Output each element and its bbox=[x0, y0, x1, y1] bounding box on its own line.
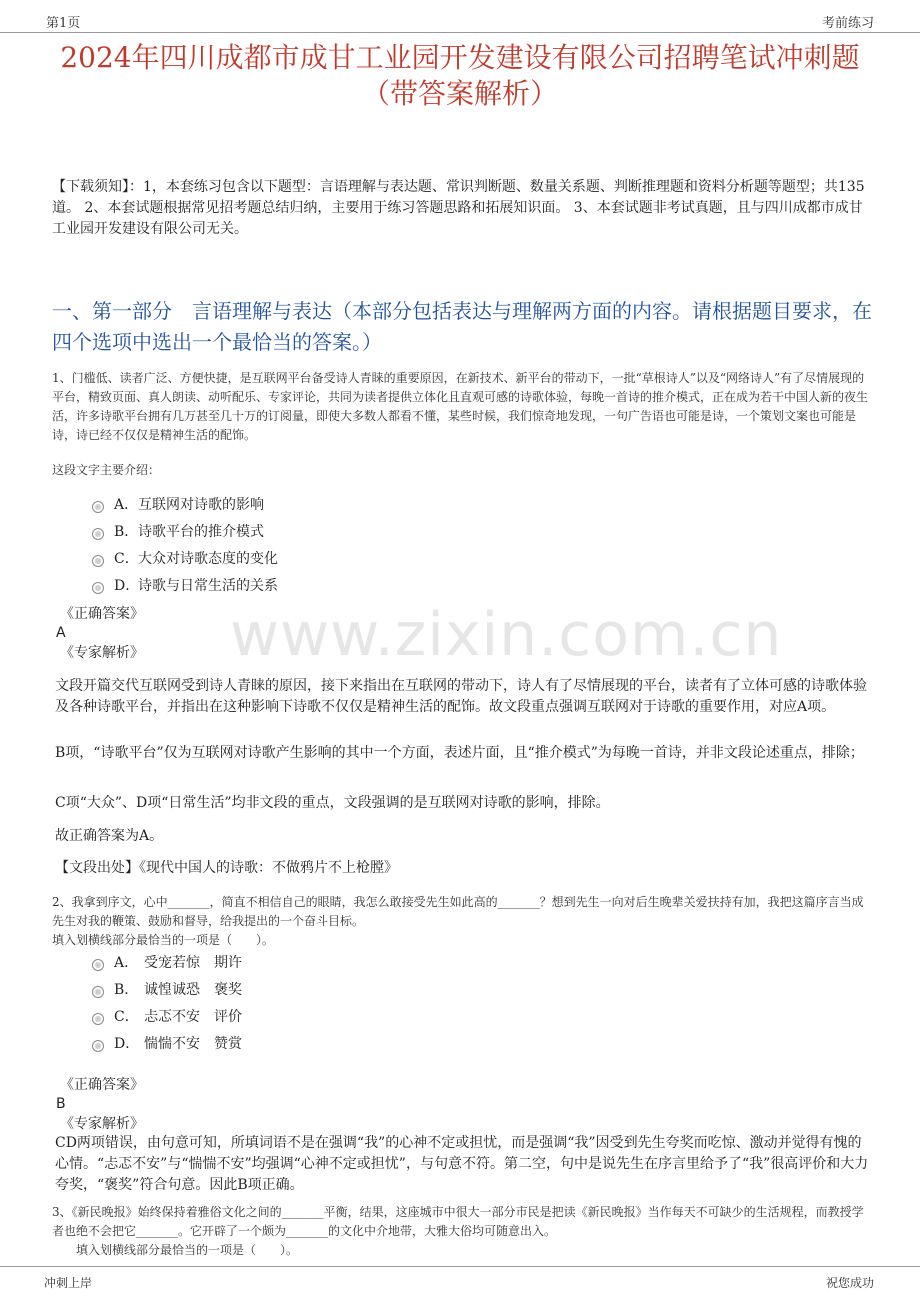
radio-icon[interactable] bbox=[92, 555, 104, 567]
option-letter: B． bbox=[114, 524, 139, 540]
question-1-stem: 1、门槛低、读者广泛、方便快捷，是互联网平台备受诗人青睐的重要原因，在新技术、新平台的带动下，一批“草根诗人”以及“网络诗人”有了尽情展现的平台，精致页面、真人朗读、动听配乐、专家评论，共同为读者提供立体化且直观可感的诗歌体验，每晚一首诗的推介模式，正在成为若干中国人新的夜生活，许多诗歌平台拥有几万甚至几十万的订阅量，即使大多数人都看不懂，某些时候，我们惊奇地发现，一句广告语也可能是诗，一个策划文案也可能是诗，诗已经不仅仅是精神生活的配饰。 bbox=[52, 371, 869, 442]
footer-left: 冲刺上岸 bbox=[44, 1276, 93, 1290]
download-notice: 【下载须知】：1，本套练习包含以下题型：言语理解与表达题、常识判断题、数量关系题、判断推理题和资料分析题等题型；共135道。 2、本套试题根据常见招考题总结归纳，主要用于练习答题思路和拓展知识面。 3、本套试题非考试真题，且与四川成都市成甘工业园开发建设有限公司无关。 bbox=[52, 179, 865, 237]
answer-label: 《正确答案》 bbox=[60, 606, 144, 622]
correct-answer: A bbox=[56, 625, 66, 641]
footer-right: 祝您成功 bbox=[825, 1276, 874, 1290]
analysis-paragraph: 文段开篇交代互联网受到诗人青睐的原因，接下来指出在互联网的带动下，诗人有了尽情展现的平台，读者有了立体可感的诗歌体验及各种诗歌平台，并指出在这种影响下诗歌不仅仅是精神生活的配饰。故文段重点强调互联网对于诗歌的重要作用，对应A项。 bbox=[55, 678, 867, 715]
section-heading: 一、第一部分 言语理解与表达（本部分包括表达与理解两方面的内容。请根据题目要求，在四个选项中选出一个最恰当的答案。） bbox=[52, 299, 872, 354]
analysis-paragraph: C项“大众”、D项“日常生活”均非文段的重点，文段强调的是互联网对诗歌的影响，排除。 bbox=[55, 795, 610, 811]
option-text: 大众对诗歌态度的变化 bbox=[138, 551, 278, 567]
option-text: 受宠若惊 期许 bbox=[144, 955, 242, 971]
radio-icon[interactable] bbox=[92, 1040, 104, 1052]
option-letter: A． bbox=[114, 955, 139, 971]
page-header bbox=[0, 0, 920, 33]
correct-answer: B bbox=[56, 1096, 66, 1112]
option-letter: C． bbox=[114, 1009, 139, 1025]
option-letter: D． bbox=[114, 578, 140, 594]
option-letter: B． bbox=[114, 982, 139, 998]
question-1-prompt: 这段文字主要介绍： bbox=[52, 463, 161, 477]
page-footer bbox=[0, 1266, 920, 1303]
question-2-stem: 2、我拿到序文，心中_______，简直不相信自己的眼睛，我怎么敢接受先生如此高的_______？想到先生一向对后生晚辈关爱扶持有加，我把这篇序言当成先生对我的鞭策、鼓励和督导，给我提出的一个奋斗目标。 bbox=[52, 895, 864, 928]
text-source: 【文段出处】《现代中国人的诗歌：不做鸦片不上枪膛》 bbox=[55, 860, 398, 876]
answer-label: 《正确答案》 bbox=[60, 1077, 144, 1093]
radio-icon[interactable] bbox=[92, 501, 104, 513]
option-letter: D． bbox=[114, 1036, 140, 1052]
option-text: 惴惴不安 赞赏 bbox=[144, 1036, 242, 1052]
option-text: 诗歌与日常生活的关系 bbox=[138, 578, 278, 594]
option-text: 诗歌平台的推介模式 bbox=[138, 524, 264, 540]
watermark: www.zixin.com.cn bbox=[230, 600, 783, 670]
analysis-paragraph: B项，“诗歌平台”仅为互联网对诗歌产生影响的其中一个方面，表述片面，且“推介模式”为每晚一首诗，并非文段论述重点，排除； bbox=[55, 745, 864, 761]
option-text: 诚惶诚恐 褒奖 bbox=[144, 982, 242, 998]
option-text: 互联网对诗歌的影响 bbox=[138, 497, 264, 513]
question-3-prompt: 填入划横线部分最恰当的一项是（ ）。 bbox=[76, 1243, 299, 1257]
radio-icon[interactable] bbox=[92, 986, 104, 998]
analysis-paragraph: 故正确答案为A。 bbox=[55, 828, 164, 844]
option-letter: A． bbox=[114, 497, 139, 513]
question-3-stem: 3、《新民晚报》始终保持着雅俗文化之间的_______平衡，结果，这座城市中很大一部分市民是把读《新民晚报》当作每天不可缺少的生活规程，而教授学者也绝不会把它_______。它开辟了一个颇为_______的文化中介地带，大雅大俗均可随意出入。 bbox=[52, 1205, 864, 1238]
option-text: 忐忑不安 评价 bbox=[144, 1009, 242, 1025]
radio-icon[interactable] bbox=[92, 528, 104, 540]
radio-icon[interactable] bbox=[92, 1013, 104, 1025]
document-title: 2024年四川成都市成甘工业园开发建设有限公司招聘笔试冲刺题（带答案解析） bbox=[60, 41, 860, 110]
radio-icon[interactable] bbox=[92, 582, 104, 594]
question-2-prompt: 填入划横线部分最恰当的一项是（ ）。 bbox=[52, 933, 275, 947]
radio-icon[interactable] bbox=[92, 959, 104, 971]
analysis-label: 《专家解析》 bbox=[60, 645, 144, 661]
analysis-paragraph: CD两项错误，由句意可知，所填词语不是在强调“我”的心神不定或担忧，而是强调“我”因受到先生夸奖而吃惊、激动并觉得有愧的心情。“忐忑不安”与“惴惴不安”均强调“心神不定或担忧”，与句意不符。第二空，句中是说先生在序言里给予了“我”很高评价和大力夸奖，“褒奖”符合句意。因此B项正确。 bbox=[55, 1135, 869, 1193]
header-category: 考前练习 bbox=[821, 16, 874, 31]
option-letter: C． bbox=[114, 551, 139, 567]
analysis-label: 《专家解析》 bbox=[60, 1116, 144, 1132]
page-number: 第1页 bbox=[46, 16, 81, 31]
